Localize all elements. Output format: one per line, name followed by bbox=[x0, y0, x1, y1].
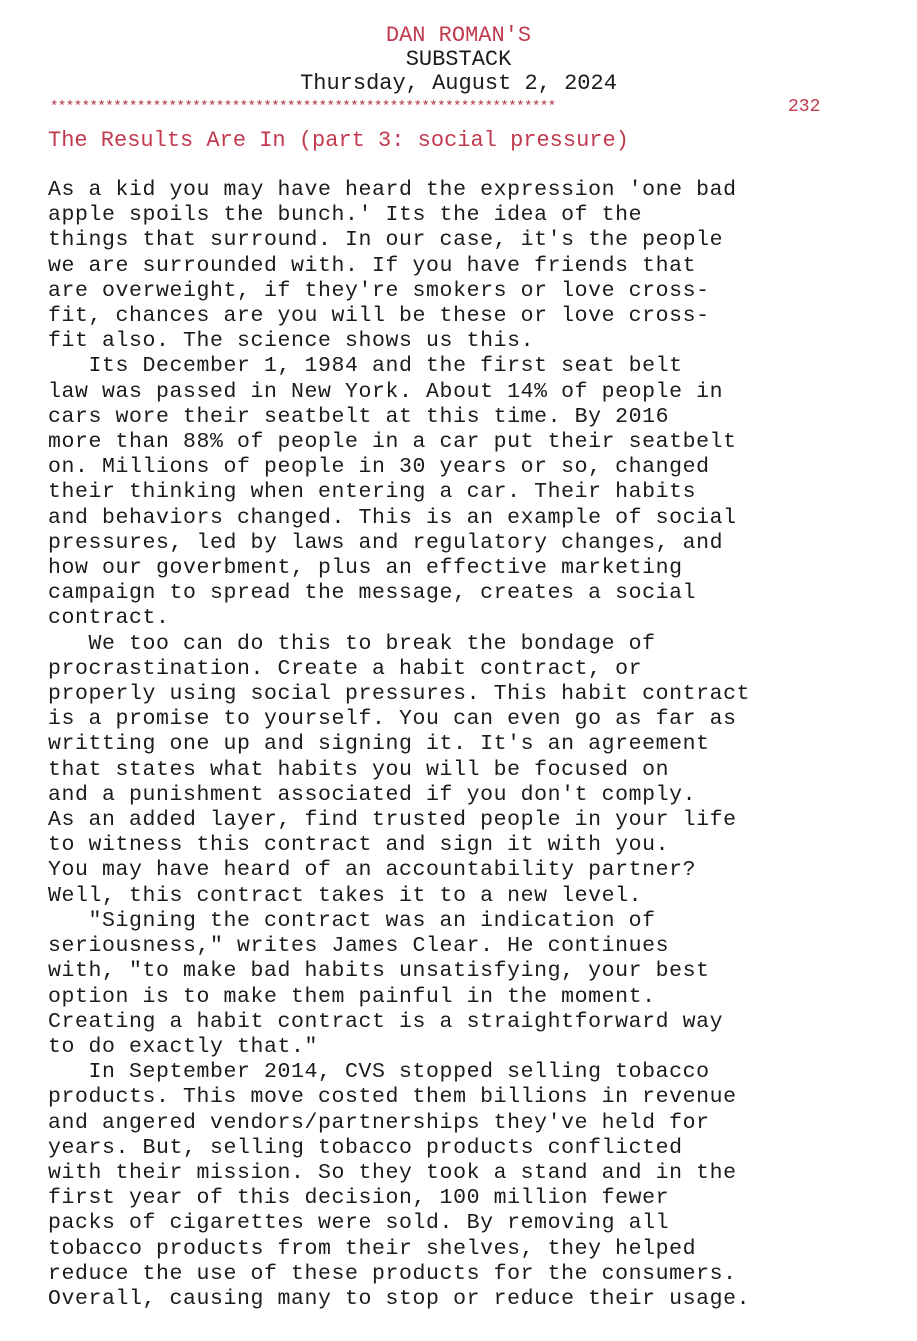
article-line: are overweight, if they're smokers or love cross- bbox=[48, 278, 710, 303]
separator-line: **************************************************************** bbox=[50, 99, 556, 115]
article-line: fit also. The science shows us this. bbox=[48, 329, 535, 354]
article-line: In September 2014, CVS stopped selling tobacco bbox=[48, 1060, 710, 1085]
article-line: Its December 1, 1984 and the first seat belt bbox=[48, 354, 683, 379]
article-line: things that surround. In our case, it's the people bbox=[48, 228, 724, 253]
article-line: with, "to make bad habits unsatisfying, your best bbox=[48, 959, 710, 984]
article-line: writting one up and signing it. It's an agreement bbox=[48, 732, 710, 757]
article-line: Well, this contract takes it to a new level. bbox=[48, 883, 643, 908]
article-line: with their mission. So they took a stand and in the bbox=[48, 1160, 737, 1185]
article-line: and a punishment associated if you don't comply. bbox=[48, 782, 697, 807]
article-line: contract. bbox=[48, 606, 170, 631]
article-line: that states what habits you will be focused on bbox=[48, 757, 670, 782]
article-line: years. But, selling tobacco products conflicted bbox=[48, 1135, 683, 1160]
article-line: campaign to spread the message, creates a social bbox=[48, 581, 697, 606]
publication-subtitle: SUBSTACK bbox=[405, 47, 512, 72]
masthead bbox=[0, 24, 917, 96]
article-line: apple spoils the bunch.' Its the idea of the bbox=[48, 203, 643, 228]
article-line: fit, chances are you will be these or love cross- bbox=[48, 304, 710, 329]
article-body bbox=[48, 178, 848, 1312]
article-line: cars wore their seatbelt at this time. By 2016 bbox=[48, 404, 670, 429]
article-line: on. Millions of people in 30 years or so, changed bbox=[48, 455, 710, 480]
article-line: to witness this contract and sign it with you. bbox=[48, 833, 670, 858]
article-line: and angered vendors/partnerships they've held for bbox=[48, 1110, 710, 1135]
article-line: first year of this decision, 100 million fewer bbox=[48, 1186, 670, 1211]
article-line: to do exactly that." bbox=[48, 1034, 319, 1059]
article-line: is a promise to yourself. You can even go as far as bbox=[48, 707, 737, 732]
article-line: law was passed in New York. About 14% of people in bbox=[48, 379, 724, 404]
article-title: The Results Are In (part 3: social pressure) bbox=[48, 128, 629, 153]
publication-name: DAN ROMAN'S bbox=[385, 23, 532, 48]
article-line: packs of cigarettes were sold. By removing all bbox=[48, 1211, 670, 1236]
article-line: Creating a habit contract is a straightforward way bbox=[48, 1009, 724, 1034]
article-line: their thinking when entering a car. Their habits bbox=[48, 480, 697, 505]
article-line: more than 88% of people in a car put their seatbelt bbox=[48, 430, 737, 455]
article-line: You may have heard of an accountability partner? bbox=[48, 858, 697, 883]
article-line: how our goverbment, plus an effective marketing bbox=[48, 556, 683, 581]
article-line: pressures, led by laws and regulatory changes, and bbox=[48, 530, 724, 555]
article-line: we are surrounded with. If you have friends that bbox=[48, 253, 697, 278]
article-line: We too can do this to break the bondage of bbox=[48, 631, 656, 656]
article-line: properly using social pressures. This habit contract bbox=[48, 682, 751, 707]
separator-page-number: 232 bbox=[788, 97, 821, 117]
article-line: "Signing the contract was an indication of bbox=[48, 908, 656, 933]
article-line: seriousness," writes James Clear. He continues bbox=[48, 934, 670, 959]
issue-date: Thursday, August 2, 2024 bbox=[300, 71, 617, 96]
article-line: tobacco products from their shelves, they helped bbox=[48, 1236, 697, 1261]
article-line: option is to make them painful in the moment. bbox=[48, 984, 656, 1009]
article-line: As an added layer, find trusted people in your life bbox=[48, 808, 737, 833]
article-line: procrastination. Create a habit contract, or bbox=[48, 656, 643, 681]
article-line: As a kid you may have heard the expression 'one bad bbox=[48, 178, 737, 202]
article-line: and behaviors changed. This is an example of social bbox=[48, 505, 737, 530]
article-line: products. This move costed them billions in revenue bbox=[48, 1085, 737, 1110]
article-line: Overall, causing many to stop or reduce their usage. bbox=[48, 1286, 751, 1311]
article-line: reduce the use of these products for the consumers. bbox=[48, 1261, 737, 1286]
